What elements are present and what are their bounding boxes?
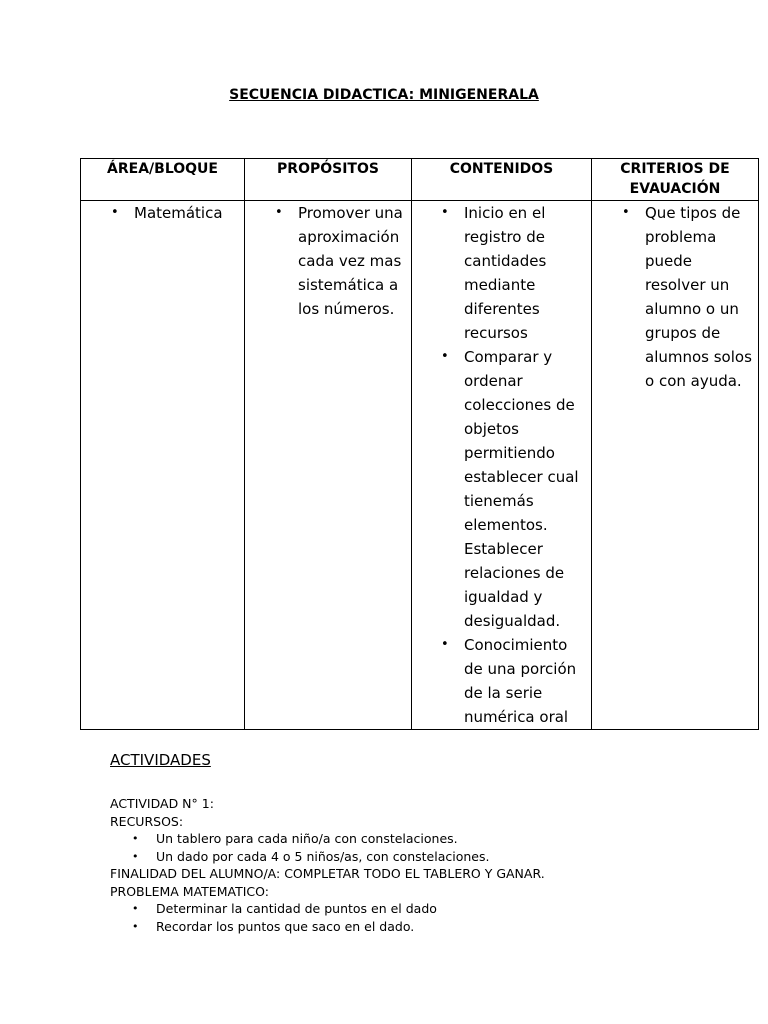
header-contenidos: CONTENIDOS [412, 159, 592, 201]
bullet-list [245, 201, 411, 321]
resources-label: RECURSOS: [110, 813, 184, 829]
cell-area-bloque [81, 201, 245, 730]
activities-section [110, 795, 750, 935]
bullet-icon: • [441, 637, 449, 652]
table-row [81, 201, 759, 730]
bullet-icon: • [441, 349, 449, 364]
list-item-text: Matemática [134, 204, 223, 222]
didactic-sequence-table [80, 158, 759, 730]
cell-criterios [592, 201, 759, 730]
list-item-text: Recordar los puntos que saco en el dado. [156, 918, 415, 934]
list-item-text: Un tablero para cada niño/a con constelaciones. [156, 831, 458, 846]
resources-list [110, 830, 750, 865]
activities-heading: ACTIVIDADES [110, 751, 211, 769]
list-item [110, 900, 750, 918]
bullet-list [81, 201, 244, 225]
list-item [110, 918, 750, 936]
bullet-list [412, 201, 591, 729]
list-item-text: Que tipos de problema puede resolver un alumno o un grupos de alumnos solos o con ayuda. [645, 204, 752, 390]
bullet-icon: • [622, 205, 630, 220]
list-item [110, 830, 750, 848]
bullet-icon: • [132, 832, 139, 845]
list-item [81, 201, 244, 225]
list-item-text: Conocimiento de una porción de la serie numérica oral [464, 636, 577, 726]
list-item-text: Un dado por cada 4 o 5 niños/as, con constelaciones. [156, 848, 490, 864]
list-item [245, 201, 411, 321]
bullet-icon: • [441, 205, 449, 220]
list-item [412, 633, 591, 729]
table-header-row [81, 159, 759, 201]
list-item [412, 345, 591, 633]
list-item [592, 201, 758, 393]
document-title: SECUENCIA DIDACTICA: MINIGENERALA [229, 87, 539, 103]
bullet-icon: • [132, 902, 139, 915]
list-item-text: Determinar la cantidad de puntos en el dado [156, 901, 437, 916]
list-item [110, 848, 750, 866]
problems-list [110, 900, 750, 935]
bullet-list [592, 201, 758, 393]
problem-label: PROBLEMA MATEMATICO: [110, 883, 269, 899]
goal-text: FINALIDAD DEL ALUMNO/A: COMPLETAR TODO EL TABLERO Y GANAR. [110, 866, 545, 881]
list-item [412, 201, 591, 345]
bullet-icon: • [132, 919, 139, 933]
bullet-icon: • [275, 205, 283, 220]
header-area-bloque: ÁREA/BLOQUE [81, 159, 245, 201]
list-item-text: Inicio en el registro de cantidades mediante diferentes recursos [464, 204, 547, 342]
list-item-text: Promover una aproximación cada vez mas sistemática a los números. [298, 204, 403, 318]
cell-propositos [245, 201, 412, 730]
bullet-icon: • [132, 849, 139, 863]
list-item-text: Comparar y ordenar colecciones de objetos permitiendo establecer cual tienemás elementos. Establecer relaciones de igualdad y desigualdad. [464, 348, 579, 630]
activity-title: ACTIVIDAD N° 1: [110, 796, 214, 811]
header-criterios: CRITERIOS DE EVAUACIÓN [592, 159, 759, 201]
header-propositos: PROPÓSITOS [245, 159, 412, 201]
cell-contenidos [412, 201, 592, 730]
bullet-icon: • [111, 205, 119, 220]
